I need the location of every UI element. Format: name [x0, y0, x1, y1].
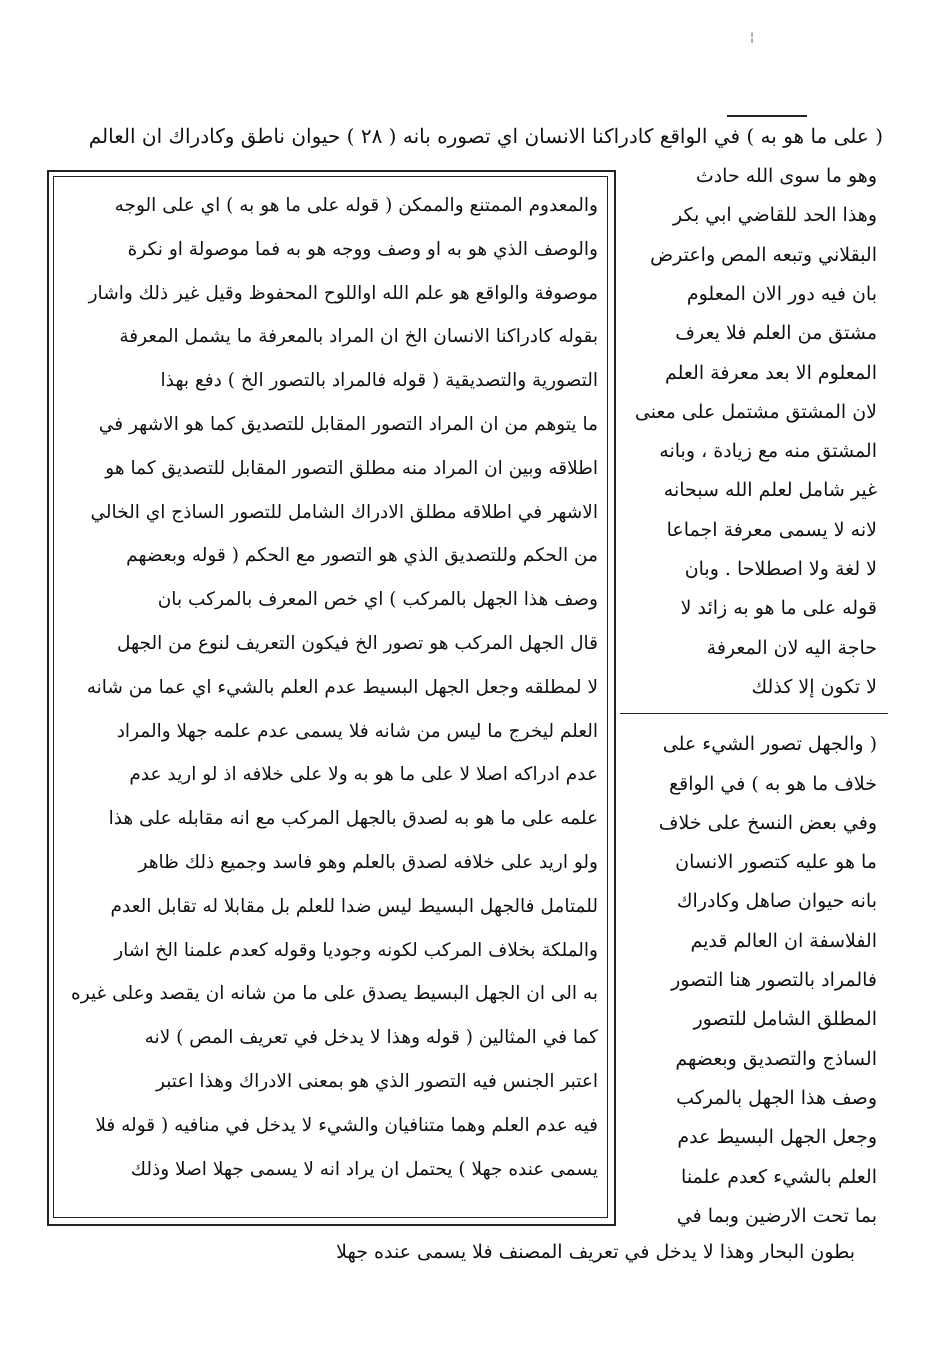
side-text-line: بان فيه دور الان المعلوم: [686, 282, 877, 305]
side-text-line: وصف هذا الجهل بالمركب: [676, 1086, 877, 1109]
side-text-line: بما تحت الارضين وبما في: [676, 1204, 877, 1227]
commentary-line: والمعدوم الممتنع والممكن ( قوله على ما هو به ) اي على الوجه: [114, 195, 598, 216]
commentary-line: اعتبر الجنس فيه التصور الذي هو بمعنى الادراك وهذا اعتبر: [156, 1071, 598, 1092]
top-rule: [727, 115, 807, 117]
side-text-line: ما هو عليه كتصور الانسان: [675, 851, 877, 874]
page-mark: ¦: [750, 30, 755, 44]
side-text-line: وهو ما سوى الله حادث: [695, 165, 877, 187]
side-text-line: وفي بعض النسخ على خلاف: [658, 811, 877, 834]
side-text-line: قوله على ما هو به زائد لا: [680, 597, 877, 620]
bottom-text-line: بطون البحار وهذا لا يدخل في تعريف المصنف فلا يسمى عنده جهلا: [336, 1241, 855, 1263]
commentary-line: به الى ان الجهل البسيط يصدق على ما من شانه ان يقصد وعلى غيره: [71, 983, 598, 1005]
side-text-line: لا لغة ولا اصطلاحا . وبان: [684, 558, 877, 580]
side-text-line: الفلاسفة ان العالم قديم: [690, 929, 877, 952]
side-text-line: وجعل الجهل البسيط عدم: [677, 1126, 877, 1149]
side-text-line: لان المشتق مشتمل على معنى: [634, 400, 877, 423]
side-text-line: البقلاني وتبعه المص واعترض: [650, 243, 877, 266]
commentary-line: التصورية والتصديقية ( قوله فالمراد بالتصور الخ ) دفع بهذا: [160, 370, 598, 392]
commentary-line: والوصف الذي هو به او وصف ووجه هو به فما موصولة او نكرة: [127, 238, 598, 260]
section-divider: [620, 713, 888, 714]
commentary-line: للمتامل فالجهل البسيط ليس ضدا للعلم بل مقابلا له تقابل العدم: [110, 895, 598, 917]
side-text-line: مشتق من العلم فلا يعرف: [675, 322, 877, 345]
commentary-line: قال الجهل المركب هو تصور الخ فيكون التعريف لنوع من الجهل: [117, 633, 598, 654]
side-text-line: العلم بالشيء كعدم علمنا: [681, 1165, 877, 1188]
commentary-line: يسمى عنده جهلا ) يحتمل ان يراد انه لا يسمى جهلا اصلا وذلك: [130, 1158, 598, 1180]
side-text-line: الساذج والتصديق وبعضهم: [675, 1047, 877, 1070]
side-text-line: لانه لا يسمى معرفة اجماعا: [666, 518, 877, 541]
side-text-line: حاجة اليه لان المعرفة: [706, 636, 877, 659]
commentary-line: من الحكم وللتصديق الذي هو التصور مع الحكم ( قوله وبعضهم: [126, 545, 598, 567]
commentary-line: علمه على ما هو به لصدق بالجهل المركب مع انه مقابله على هذا: [108, 808, 598, 830]
commentary-line: وصف هذا الجهل بالمركب ) اي خص المعرف بالمركب بان: [157, 589, 598, 611]
side-text-line: المعلوم الا بعد معرفة العلم: [664, 361, 877, 384]
commentary-line: لا لمطلقه وجعل الجهل البسيط عدم العلم بالشيء اي عما من شانه: [86, 676, 598, 698]
commentary-line: عدم ادراكه اصلا لا على ما هو به ولا على خلافه اذ لو اريد عدم: [129, 764, 598, 786]
commentary-line: والملكة بخلاف المركب لكونه وجوديا وقوله كعدم علمنا الخ اشار: [114, 939, 598, 961]
main-text-line-1: ( على ما هو به ) في الواقع كادراكنا الانسان اي تصوره بانه ( ٢٨ ) حيوان ناطق وكادراك ان العالم: [88, 124, 883, 148]
commentary-line: العلم ليخرج ما ليس من شانه فلا يسمى عدم علمه جهلا والمراد: [116, 720, 598, 742]
side-text-line: خلاف ما هو به ) في الواقع: [669, 772, 877, 795]
side-text-line: بانه حيوان صاهل وكادراك: [676, 890, 877, 913]
side-text-line: لا تكون إلا كذلك: [751, 675, 877, 698]
commentary-line: اطلاقه وبين ان المراد منه مطلق التصور المقابل للتصديق كما هو: [105, 457, 598, 479]
side-text-line: وهذا الحد للقاضي ابي بكر: [672, 204, 877, 227]
side-text-line: غير شامل لعلم الله سبحانه: [663, 479, 877, 502]
commentary-line: الاشهر في اطلاقه مطلق الادراك الشامل للتصور الساذج اي الخالي: [90, 501, 598, 523]
side-text-line: فالمراد بالتصور هنا التصور: [671, 969, 877, 991]
commentary-line: ما يتوهم من ان المراد التصور المقابل للتصديق كما هو الاشهر في: [98, 414, 598, 435]
side-text-line: المشتق منه مع زيادة ، وبانه: [659, 440, 877, 463]
commentary-line: ولو اريد على خلافه لصدق بالعلم وهو فاسد وجميع ذلك ظاهر: [138, 852, 598, 873]
side-text-line: المطلق الشامل للتصور: [693, 1008, 877, 1031]
commentary-line: بقوله كادراكنا الانسان الخ ان المراد بالمعرفة ما يشمل المعرفة: [119, 326, 598, 348]
side-text-line: ( والجهل تصور الشيء على: [662, 733, 877, 756]
commentary-line: كما في المثالين ( قوله وهذا لا يدخل في تعريف المص ) لانه: [144, 1027, 598, 1049]
commentary-line: موصوفة والواقع هو علم الله اواللوح المحفوظ وقيل غير ذلك واشار: [88, 282, 598, 304]
commentary-line: فيه عدم العلم وهما متنافيان والشيء لا يدخل في منافيه ( قوله فلا: [95, 1114, 598, 1136]
